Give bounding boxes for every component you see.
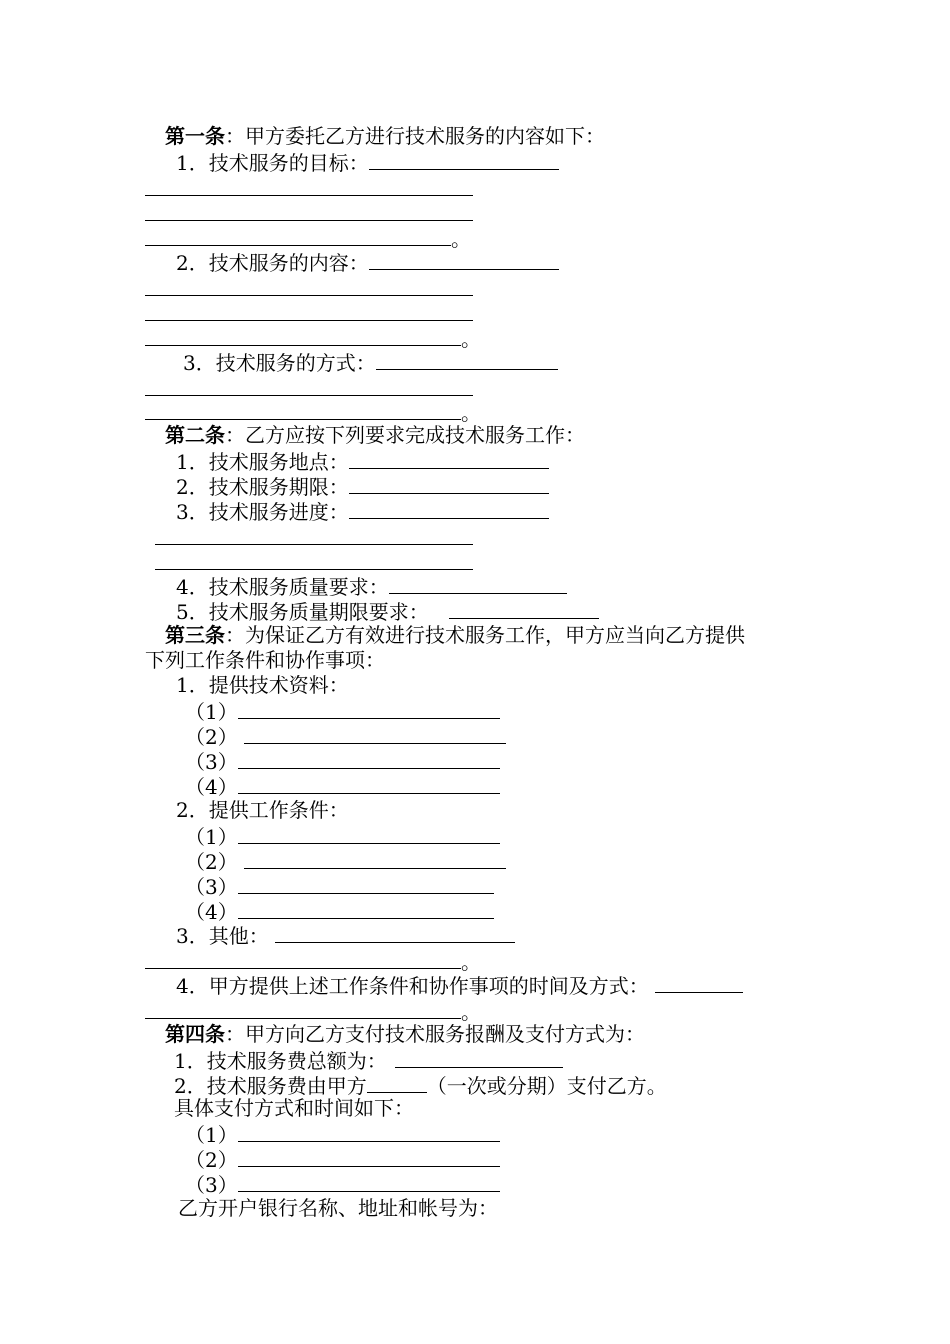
sub-item (185, 1121, 500, 1148)
blank-line (389, 573, 567, 594)
article-3-heading: 第三条 (165, 623, 225, 647)
article-2-text: ：乙方应按下列要求完成技术服务工作： (225, 423, 585, 447)
blank-line (449, 598, 599, 619)
article-3-item-2: 2．提供工作条件： (176, 798, 349, 822)
item-label: 2．技术服务费由甲方 (174, 1074, 367, 1098)
item-label: 1．技术服务费总额为： (174, 1049, 387, 1073)
article-2-item-4 (176, 573, 567, 600)
item-label-suffix: （一次或分期）支付乙方。 (426, 1074, 667, 1098)
blank-line (244, 723, 506, 744)
sub-item-number: （2） (185, 1148, 238, 1172)
blank-line (238, 898, 494, 919)
period-mark: 。 (461, 1000, 481, 1024)
period-mark: 。 (461, 327, 481, 351)
sub-item (185, 1171, 500, 1198)
sub-item (185, 748, 500, 775)
article-3-text-continued: 下列工作条件和协作事项： (145, 648, 385, 672)
blank-line (145, 419, 461, 420)
sub-item (185, 898, 494, 925)
blank-line (145, 395, 473, 396)
blank-line (238, 823, 500, 844)
item-label: 3．其他： (176, 924, 269, 948)
blank-line (145, 968, 461, 969)
sub-item-number: （4） (185, 900, 238, 924)
article-4-detail: 具体支付方式和时间如下： (174, 1096, 414, 1120)
sub-item (185, 823, 500, 850)
blank-line (238, 1171, 500, 1192)
article-2-line (165, 423, 585, 448)
article-2-item-1 (176, 448, 549, 475)
article-1-heading: 第一条 (165, 124, 225, 148)
item-label: 3．技术服务进度： (176, 500, 349, 524)
blank-line (369, 249, 559, 270)
blank-line (238, 1146, 500, 1167)
blank-line (238, 773, 500, 794)
item-label: 4．甲方提供上述工作条件和协作事项的时间及方式： (176, 974, 649, 998)
article-1-item-1 (176, 149, 559, 176)
blank-line (367, 1072, 427, 1093)
article-4-text: ：甲方向乙方支付技术服务报酬及支付方式为： (225, 1022, 645, 1046)
sub-item-number: （2） (185, 850, 238, 874)
article-3-item-4 (176, 972, 743, 999)
article-2-item-3 (176, 498, 549, 525)
blank-line (145, 245, 451, 246)
blank-line (395, 1047, 563, 1068)
item-label: 3．技术服务的方式： (183, 351, 376, 375)
sub-item (185, 1146, 500, 1173)
article-4-heading: 第四条 (165, 1022, 225, 1046)
blank-line (155, 569, 473, 570)
sub-item (185, 698, 500, 725)
blank-line (244, 848, 506, 869)
sub-item-number: （1） (185, 700, 238, 724)
article-3-item-1: 1．提供技术资料： (176, 673, 349, 697)
article-3-item-3 (176, 922, 515, 949)
item-label: 2．技术服务期限： (176, 475, 349, 499)
blank-line (145, 295, 473, 296)
item-label: 2．技术服务的内容： (176, 251, 369, 275)
blank-line (145, 220, 473, 221)
article-4-item-1 (174, 1047, 563, 1074)
blank-line (155, 544, 473, 545)
blank-line (349, 448, 549, 469)
period-mark: 。 (461, 950, 481, 974)
article-4-item-2 (174, 1072, 667, 1099)
sub-item-number: （1） (185, 825, 238, 849)
article-1-item-3 (183, 349, 558, 376)
blank-line (349, 473, 549, 494)
sub-item-number: （3） (185, 875, 238, 899)
item-label: 5．技术服务质量期限要求： (176, 600, 429, 624)
sub-item (185, 773, 500, 800)
article-1-text: ：甲方委托乙方进行技术服务的内容如下： (225, 124, 605, 148)
item-label: 4．技术服务质量要求： (176, 575, 389, 599)
blank-line (238, 1121, 500, 1142)
blank-line (376, 349, 558, 370)
article-1-line (165, 124, 605, 149)
blank-line (655, 972, 743, 993)
article-3-text: ：为保证乙方有效进行技术服务工作，甲方应当向乙方提供 (225, 623, 745, 647)
item-label: 1．技术服务地点： (176, 450, 349, 474)
sub-item-number: （3） (185, 750, 238, 774)
blank-line (369, 149, 559, 170)
sub-item (185, 873, 494, 900)
article-2-item-2 (176, 473, 549, 500)
sub-item-number: （4） (185, 775, 238, 799)
blank-line (145, 195, 473, 196)
blank-line (145, 1018, 461, 1019)
article-2-item-5 (176, 598, 599, 625)
period-mark: 。 (461, 401, 481, 425)
sub-item (185, 723, 506, 750)
blank-line (349, 498, 549, 519)
blank-line (275, 922, 515, 943)
period-mark: 。 (451, 227, 471, 251)
blank-line (145, 320, 473, 321)
blank-line (238, 698, 500, 719)
sub-item-number: （3） (185, 1173, 238, 1197)
article-4-bank-info: 乙方开户银行名称、地址和帐号为： (178, 1196, 498, 1220)
sub-item-number: （2） (185, 725, 238, 749)
blank-line (238, 748, 500, 769)
article-1-item-2 (176, 249, 559, 276)
article-2-heading: 第二条 (165, 423, 225, 447)
article-4-line (165, 1022, 645, 1047)
sub-item (185, 848, 506, 875)
item-label: 1．技术服务的目标： (176, 151, 369, 175)
blank-line (238, 873, 494, 894)
article-3-line (165, 623, 745, 648)
sub-item-number: （1） (185, 1123, 238, 1147)
blank-line (145, 345, 461, 346)
